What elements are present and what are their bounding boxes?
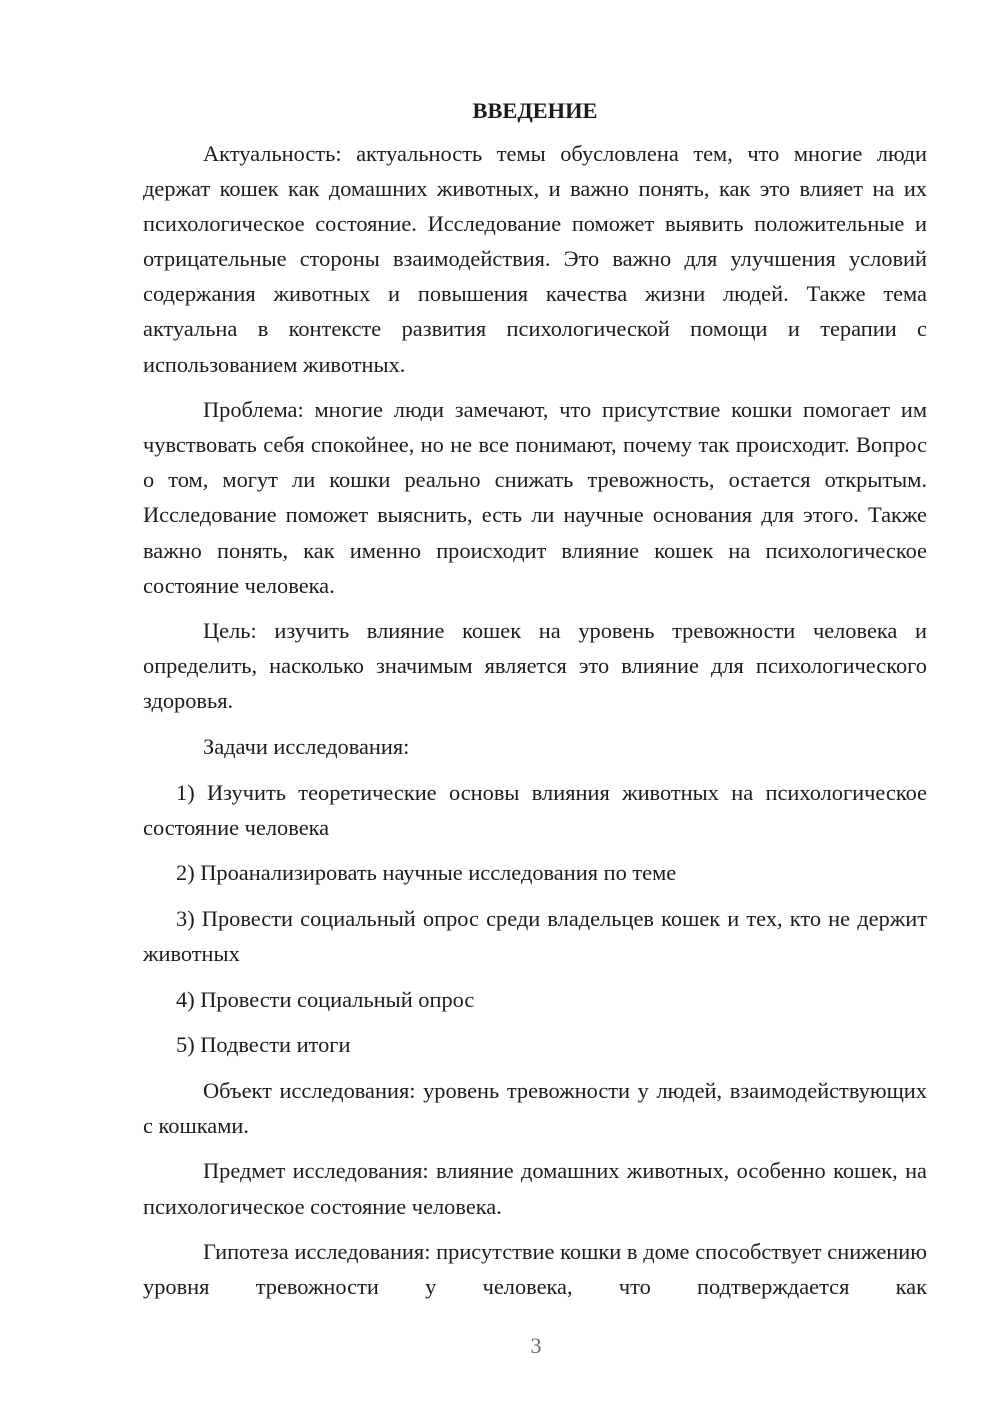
paragraph-subject: Предмет исследования: влияние домашних животных, особенно кошек, на психологическое состояние человека. <box>143 1158 927 1219</box>
paragraph-relevance: Актуальность: актуальность темы обусловлена тем, что многие люди держат кошек как домашних животных, и важно понять, как это влияет на их психологическое состояние. Исследование поможет выявить положительные и отрицательные стороны взаимодействия. Это важно для улучшения условий содержания животных и повышения качества жизни людей. Также тема актуальна в контексте развития психологической помощи и терапии с использованием животных. <box>143 141 927 377</box>
paragraph-object: Объект исследования: уровень тревожности у людей, взаимодействующих с кошками. <box>143 1077 927 1138</box>
task-item-1: 1) Изучить теоретические основы влияния животных на психологическое состояние человека <box>143 779 927 840</box>
task-item-5: 5) Подвести итоги <box>176 1032 351 1058</box>
paragraph-hypothesis: Гипотеза исследования: присутствие кошки в доме способствует снижению уровня тревожности у человека, что подтверждается как <box>143 1239 927 1300</box>
paragraph-tasks-heading: Задачи исследования: <box>203 734 410 759</box>
document-page <box>143 96 927 1315</box>
page-number: 3 <box>530 1333 542 1358</box>
task-item-4: 4) Провести социальный опрос <box>176 986 475 1012</box>
paragraph-goal: Цель: изучить влияние кошек на уровень тревожности человека и определить, насколько значимым является это влияние для психологического здоровья. <box>143 618 927 714</box>
task-item-3: 3) Провести социальный опрос среди владельцев кошек и тех, кто не держит животных <box>143 905 927 966</box>
section-title: ВВЕДЕНИЕ <box>472 98 598 123</box>
paragraph-problem: Проблема: многие люди замечают, что присутствие кошки помогает им чувствовать себя спокойнее, но не все понимают, почему так происходит. Вопрос о том, могут ли кошки реально снижать тревожность, остается открытым. Исследование поможет выяснить, есть ли научные основания для этого. Также важно понять, как именно происходит влияние кошек на психологическое состояние человека. <box>143 397 927 598</box>
task-item-2: 2) Проанализировать научные исследования по теме <box>176 860 677 886</box>
